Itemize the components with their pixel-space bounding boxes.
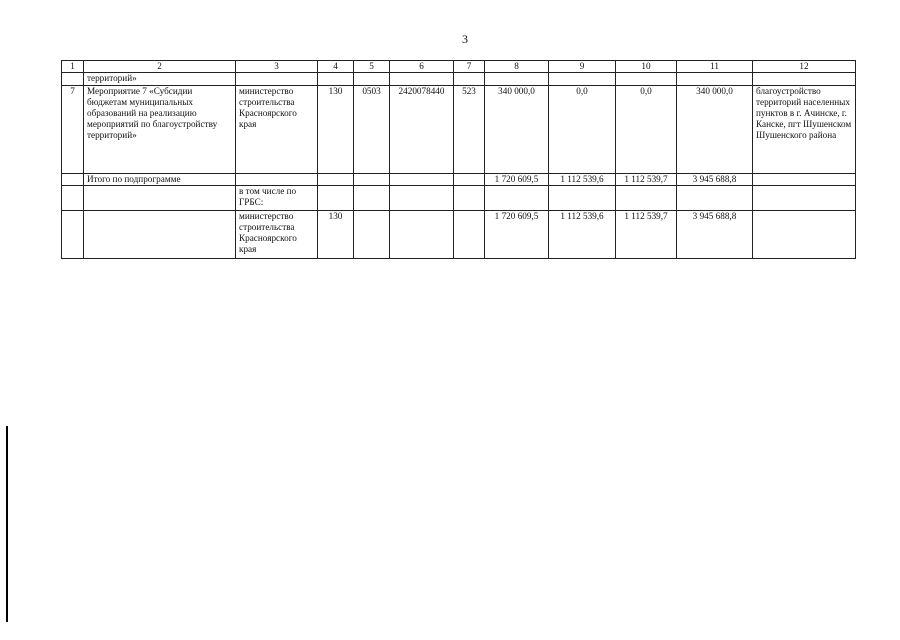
header-cell: 1 bbox=[62, 61, 84, 73]
ministry-code: 130 bbox=[318, 211, 354, 259]
total-year-2: 1 112 539,6 bbox=[549, 174, 616, 186]
ministry-name: министерство строительства Красноярского края bbox=[236, 211, 318, 259]
total-year-3: 1 112 539,7 bbox=[616, 174, 677, 186]
header-row bbox=[62, 61, 856, 73]
header-cell: 9 bbox=[549, 61, 616, 73]
ministry-sum: 3 945 688,8 bbox=[677, 211, 753, 259]
value-year-1: 340 000,0 bbox=[485, 86, 549, 174]
measure-name: Мероприятие 7 «Субсидии бюджетам муниципальных образований на реализацию мероприятий по благоустройству территорий» bbox=[84, 86, 236, 174]
ministry-year-1: 1 720 609,5 bbox=[485, 211, 549, 259]
total-row bbox=[62, 174, 856, 186]
budget-table bbox=[61, 60, 856, 259]
row-number: 7 bbox=[62, 86, 84, 174]
grbs-name: министерство строительства Красноярского края bbox=[236, 86, 318, 174]
header-cell: 3 bbox=[236, 61, 318, 73]
total-label: Итого по подпрограмме bbox=[84, 174, 236, 186]
header-cell: 11 bbox=[677, 61, 753, 73]
continuation-row bbox=[62, 73, 856, 86]
target-code: 2420078440 bbox=[390, 86, 454, 174]
header-cell: 12 bbox=[753, 61, 856, 73]
scan-artifact-line bbox=[6, 426, 8, 622]
total-sum: 3 945 688,8 bbox=[677, 174, 753, 186]
value-year-2: 0,0 bbox=[549, 86, 616, 174]
header-cell: 6 bbox=[390, 61, 454, 73]
grbs-code: 130 bbox=[318, 86, 354, 174]
ministry-row bbox=[62, 211, 856, 259]
table-row bbox=[62, 86, 856, 174]
expected-result: благоустройство территорий населенных пунктов в г. Ачинске, г. Канске, пгт Шушенском Шушенского района bbox=[753, 86, 856, 174]
including-label: в том числе по ГРБС: bbox=[236, 186, 318, 211]
header-cell: 5 bbox=[354, 61, 390, 73]
header-cell: 8 bbox=[485, 61, 549, 73]
ministry-year-3: 1 112 539,7 bbox=[616, 211, 677, 259]
ministry-year-2: 1 112 539,6 bbox=[549, 211, 616, 259]
page-number: 3 bbox=[462, 32, 468, 46]
expense-type: 523 bbox=[454, 86, 485, 174]
value-year-3: 0,0 bbox=[616, 86, 677, 174]
value-total: 340 000,0 bbox=[677, 86, 753, 174]
including-row bbox=[62, 186, 856, 211]
header-cell: 7 bbox=[454, 61, 485, 73]
header-cell: 10 bbox=[616, 61, 677, 73]
continuation-text: территорий» bbox=[84, 73, 236, 86]
header-cell: 4 bbox=[318, 61, 354, 73]
header-cell: 2 bbox=[84, 61, 236, 73]
total-year-1: 1 720 609,5 bbox=[485, 174, 549, 186]
section-code: 0503 bbox=[354, 86, 390, 174]
